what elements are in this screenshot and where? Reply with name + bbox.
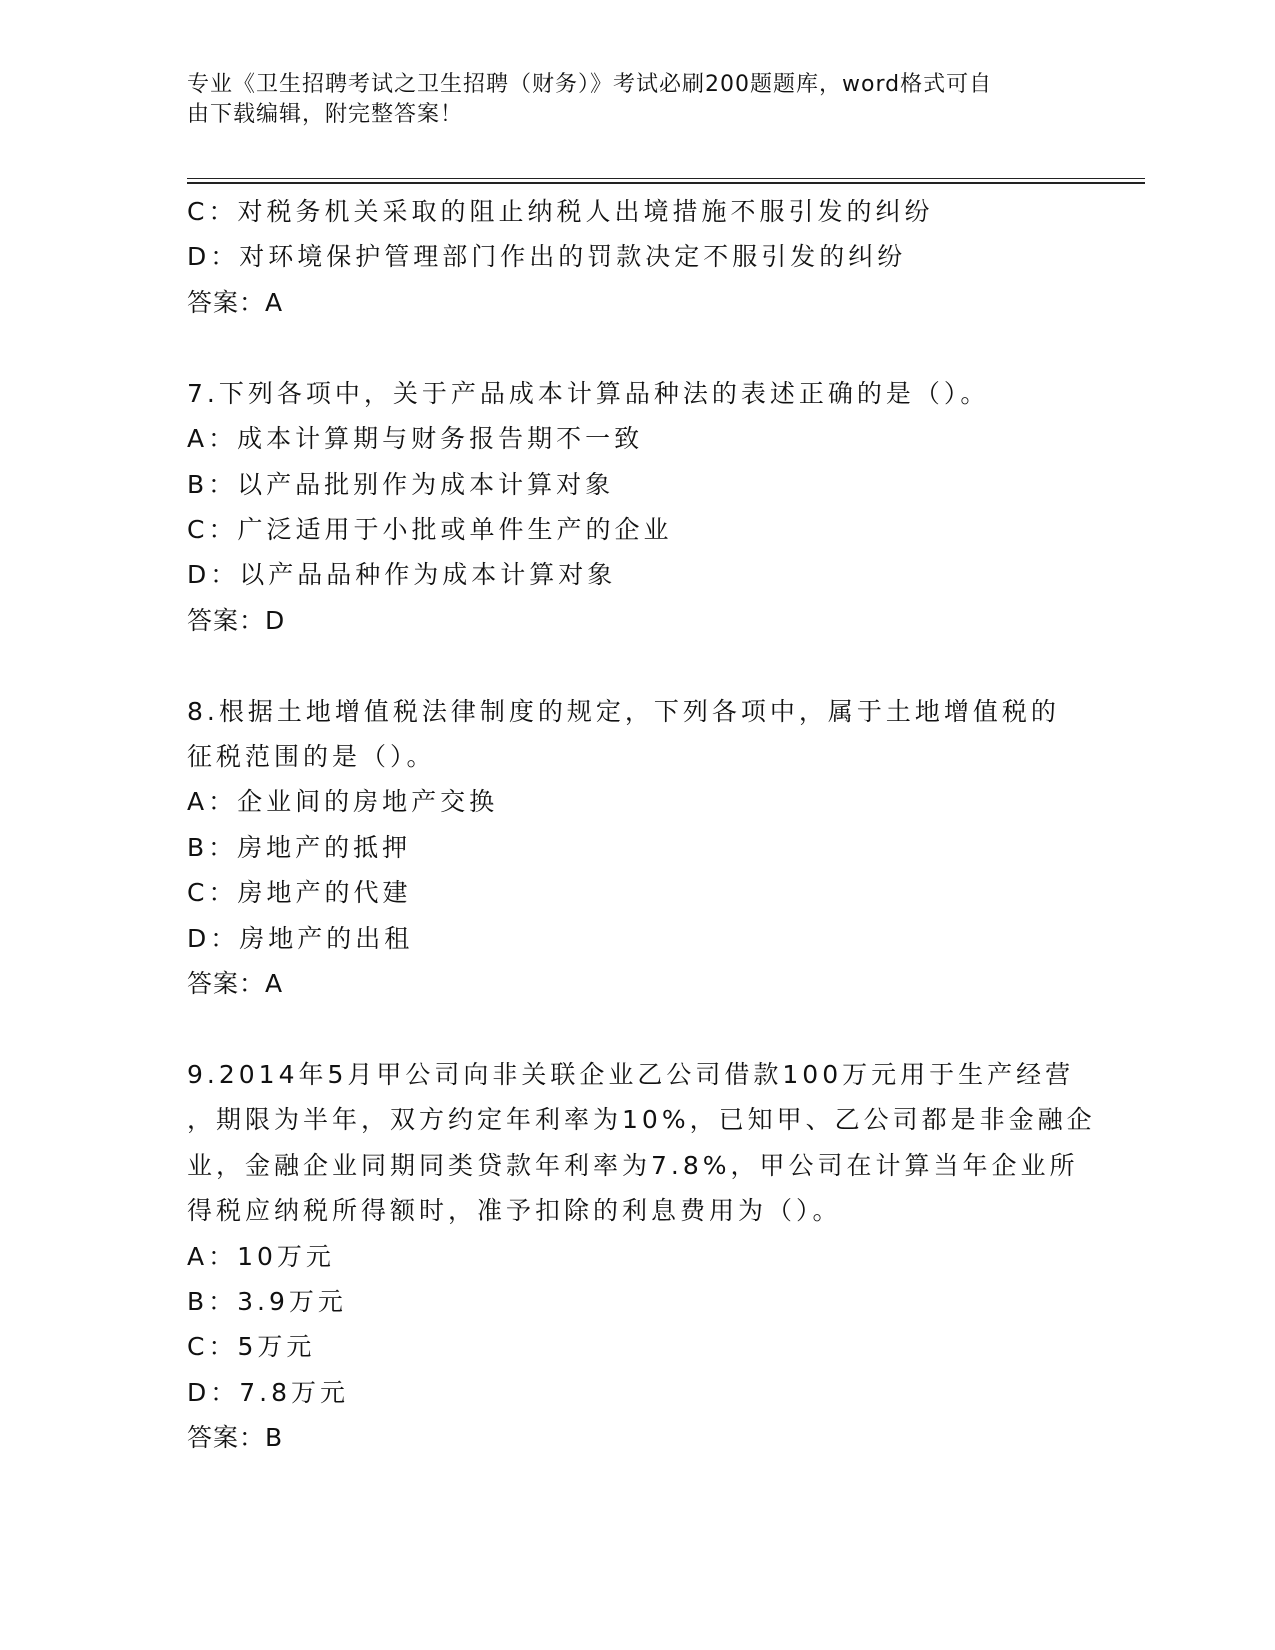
option-a: A：10万元 [187,1241,335,1271]
question-6-continued [187,189,1087,325]
option-d: D：房地产的出租 [187,923,414,953]
answer-line: 答案：B [187,1423,284,1453]
option-d: D：7.8万元 [187,1377,350,1407]
option-d: D：以产品品种作为成本计算对象 [187,560,617,590]
answer-line: 答案：A [187,287,284,317]
option-b: B：以产品批别作为成本计算对象 [187,469,615,499]
answer-line: 答案：A [187,969,284,999]
spacer [187,643,1087,689]
question-stem-line-4: 得税应纳税所得额时，准予扣除的利息费用为（）。 [187,1196,842,1226]
question-stem: 7.下列各项中，关于产品成本计算品种法的表述正确的是（）。 [187,378,990,408]
spacer [187,1006,1087,1052]
option-c: C：广泛适用于小批或单件生产的企业 [187,514,673,544]
option-a: A：企业间的房地产交换 [187,787,499,817]
question-stem-line-2: 征税范围的是（）。 [187,742,436,772]
question-9 [187,1052,1096,1461]
header-line-1: 专业《卫生招聘考试之卫生招聘（财务）》考试必刷200题题库，word格式可自 [187,72,993,97]
option-b: B：房地产的抵押 [187,832,412,862]
question-stem-line-2: ，期限为半年，双方约定年利率为10%，已知甲、乙公司都是非金融企 [187,1105,1096,1135]
option-a: A：成本计算期与财务报告期不一致 [187,424,644,454]
option-b: B：3.9万元 [187,1286,347,1316]
option-c: C：5万元 [187,1332,316,1362]
question-stem-line-1: 9.2014年5月甲公司向非关联企业乙公司借款100万元用于生产经营 [187,1060,1075,1090]
header-divider-thick [187,182,1145,184]
option-c: C：对税务机关采取的阻止纳税人出境措施不服引发的纠纷 [187,197,934,226]
question-stem-line-3: 业，金融企业同期同类贷款年利率为7.8%，甲公司在计算当年企业所 [187,1150,1079,1180]
answer-line: 答案：D [187,605,286,635]
option-d: D：对环境保护管理部门作出的罚款决定不服引发的纠纷 [187,242,907,272]
header-divider-thin [187,178,1145,179]
question-stem-line-1: 8.根据土地增值税法律制度的规定，下列各项中，属于土地增值税的 [187,696,1060,726]
document-header [187,70,1067,130]
question-7 [187,371,1087,643]
question-8 [187,689,1087,1007]
header-line-2: 由下载编辑，附完整答案！ [187,102,464,127]
question-list [187,189,1096,1461]
spacer [187,325,1087,371]
option-c: C：房地产的代建 [187,878,412,908]
